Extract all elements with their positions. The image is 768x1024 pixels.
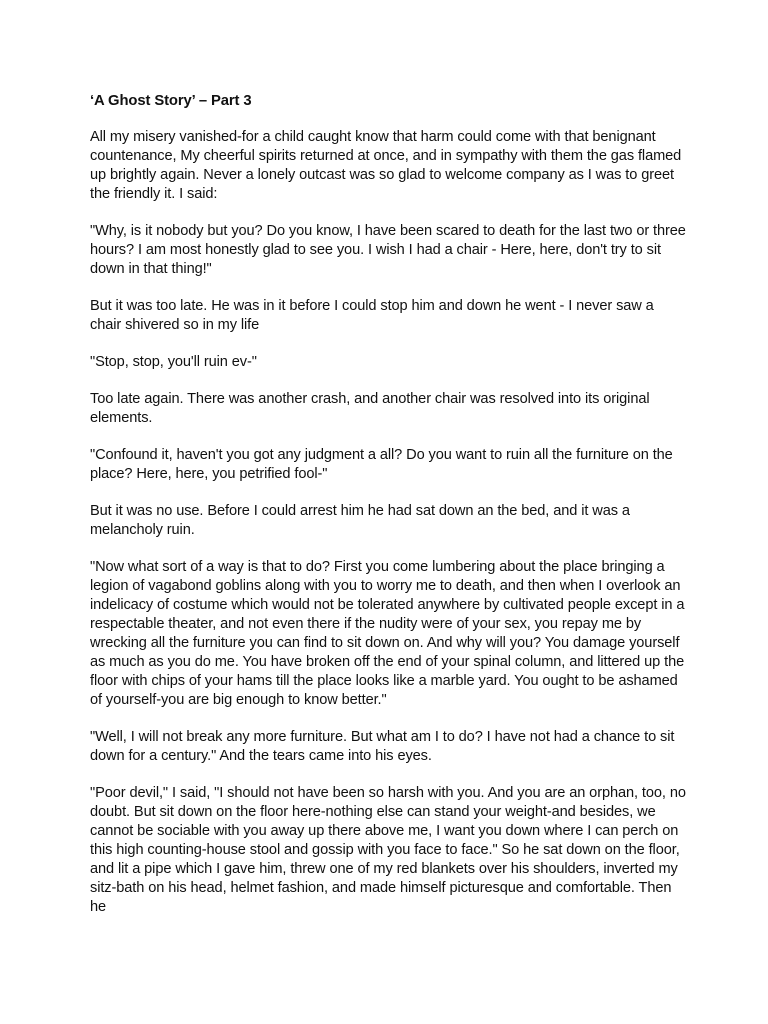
paragraph-4: "Stop, stop, you'll ruin ev-" (90, 354, 257, 370)
paragraph-9: "Well, I will not break any more furniture. But what am I to do? I have not had a chance to sit down for a century." And the tears came into his eyes. (90, 729, 675, 764)
document-page (90, 92, 686, 935)
paragraph-5: Too late again. There was another crash, and another chair was resolved into its original elements. (90, 391, 650, 426)
document-title: ‘A Ghost Story’ – Part 3 (90, 93, 252, 109)
paragraph-7: But it was no use. Before I could arrest him he had sat down an the bed, and it was a melancholy ruin. (90, 503, 630, 538)
paragraph-8: "Now what sort of a way is that to do? First you come lumbering about the place bringing a legion of vagabond goblins along with you to worry me to death, and then when I overlook an indelicacy of costume which would not be tolerated anywhere by cultivated people except in a respectable theater, and not even there if the nudity were of your sex, you repay me by wrecking all the furniture you can find to sit down on. And why will you? You damage yourself as much as you do me. You have broken off the end of your spinal column, and littered up the floor with chips of your hams till the place looks like a marble yard. You ought to be ashamed of yourself-you are big enough to know better." (90, 559, 685, 708)
paragraph-2: "Why, is it nobody but you? Do you know, I have been scared to death for the last two or three hours? I am most honestly glad to see you. I wish I had a chair - Here, here, don't try to sit down in that thing!" (90, 223, 686, 277)
paragraph-6: "Confound it, haven't you got any judgment a all? Do you want to ruin all the furniture on the place? Here, here, you petrified fool-" (90, 447, 673, 482)
paragraph-10: "Poor devil," I said, "I should not have been so harsh with you. And you are an orphan, too, no doubt. But sit down on the floor here-nothing else can stand your weight-and besides, we cannot be sociable with you away up there above me, I want you down where I can perch on this high counting-house stool and gossip with you face to face." So he sat down on the floor, and lit a pipe which I gave him, threw one of my red blankets over his shoulders, inverted my sitz-bath on his head, helmet fashion, and made himself picturesque and comfortable. Then he (90, 785, 686, 915)
paragraph-3: But it was too late. He was in it before I could stop him and down he went - I never saw a chair shivered so in my life (90, 298, 654, 333)
paragraph-1: All my misery vanished-for a child caught know that harm could come with that benignant countenance, My cheerful spirits returned at once, and in sympathy with them the gas flamed up brightly again. Never a lonely outcast was so glad to welcome company as I was to greet the friendly it. I said: (90, 129, 682, 202)
